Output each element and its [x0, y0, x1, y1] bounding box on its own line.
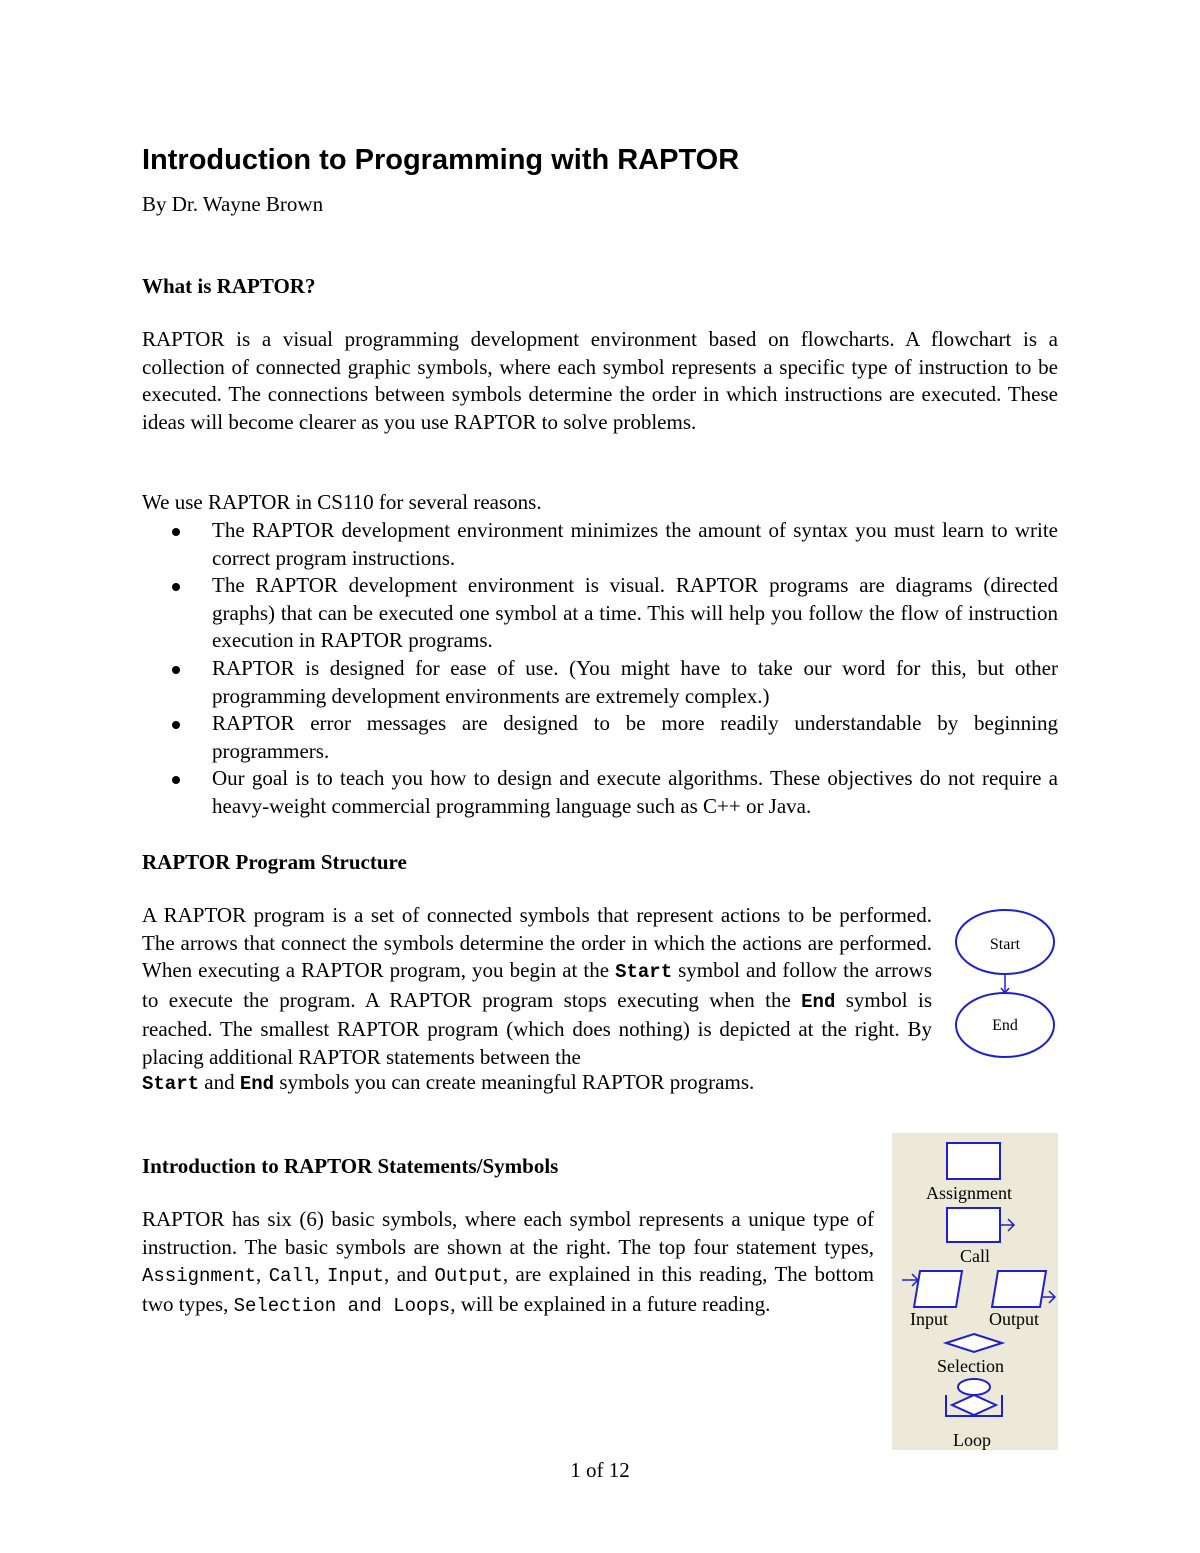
paragraph-program-structure-cont: Start and End symbols you can create meaningful RAPTOR programs. — [142, 1070, 755, 1095]
minimal-program-diagram — [950, 904, 1060, 1064]
loop-diamond-icon[interactable] — [952, 1395, 996, 1415]
loop-oval-icon[interactable] — [958, 1379, 990, 1395]
section-heading-what-is-raptor: What is RAPTOR? — [142, 274, 316, 298]
paragraph-what-is-raptor: RAPTOR is a visual programming development environment based on flowcharts. A flowchart is a collection of connected graphic symbols, where each symbol represents a specific type of instruction to be executed. The connections between symbols determine the order in which instructions are executed. These ideas will become clearer as you use RAPTOR to solve problems. — [142, 327, 1058, 434]
bullet-icon — [172, 721, 180, 729]
paragraph-statements: RAPTOR has six (6) basic symbols, where each symbol represents a unique type of instruction. The basic symbols are shown at the right. The top four statement types, Assignment, Call, Input, and Output, are explained in this reading, The bottom two types, Selection and Loops, will be explained in a future reading. — [142, 1207, 875, 1317]
section-heading-program-structure: RAPTOR Program Structure — [142, 850, 407, 874]
code-assignment: Assignment — [142, 1265, 257, 1287]
bullet-icon — [172, 583, 180, 591]
output-label: Output — [989, 1309, 1040, 1329]
list-item: RAPTOR is designed for ease of use. (You might have to take our word for this, but other programming development environments are extremely complex.) — [142, 655, 1058, 710]
code-output: Output — [434, 1265, 503, 1287]
code-input: Input — [327, 1265, 385, 1287]
list-item: RAPTOR error messages are designed to be more readily understandable by beginning programmers. — [142, 710, 1058, 765]
list-item: The RAPTOR development environment is visual. RAPTOR programs are diagrams (directed graphs) that can be executed one symbol at a time. This will help you follow the flow of instruction execution in RAPTOR programs. — [142, 572, 1058, 655]
output-symbol-icon[interactable] — [992, 1271, 1046, 1307]
assignment-symbol-icon[interactable] — [947, 1143, 1000, 1179]
page-title: Introduction to Programming with RAPTOR — [142, 144, 740, 176]
code-end: End — [801, 990, 836, 1013]
section-heading-statements: Introduction to RAPTOR Statements/Symbols — [142, 1154, 559, 1178]
call-symbol-icon[interactable] — [947, 1208, 1000, 1242]
end-oval-label: End — [992, 1017, 1018, 1034]
bullet-icon — [172, 666, 180, 674]
input-label: Input — [910, 1309, 948, 1329]
page-number: 1 of 12 — [570, 1458, 630, 1482]
code-end: End — [239, 1073, 275, 1095]
bullet-icon — [172, 776, 180, 784]
selection-symbol-icon[interactable] — [946, 1334, 1002, 1352]
paragraph-reasons-intro: We use RAPTOR in CS110 for several reasons. — [142, 490, 542, 514]
bullet-icon — [172, 528, 180, 536]
loop-label: Loop — [953, 1430, 991, 1450]
code-call: Call — [268, 1265, 315, 1287]
start-oval-label: Start — [989, 936, 1021, 953]
code-selection-loops: Selection and Loops — [233, 1294, 451, 1317]
input-symbol-icon[interactable] — [914, 1271, 962, 1307]
symbols-panel — [892, 1133, 1058, 1450]
selection-label: Selection — [937, 1356, 1004, 1376]
list-item: Our goal is to teach you how to design and execute algorithms. These objectives do not require a heavy-weight commercial programming language such as C++ or Java. — [142, 765, 1058, 820]
list-item: The RAPTOR development environment minimizes the amount of syntax you must learn to write correct program instructions. — [142, 517, 1058, 572]
paragraph-program-structure: A RAPTOR program is a set of connected symbols that represent actions to be performed. The arrows that connect the symbols determine the order in which the actions are performed. When executing a RAPTOR program, you begin at the Start symbol and follow the arrows to execute the program. A RAPTOR program stops executing when the End symbol is reached. The smallest RAPTOR program (which does nothing) is depicted at the right. By placing additional RAPTOR statements between the — [142, 903, 932, 1069]
assignment-label: Assignment — [926, 1183, 1013, 1203]
code-start: Start — [615, 961, 673, 983]
author-line: By Dr. Wayne Brown — [142, 192, 324, 216]
reasons-list — [142, 517, 1058, 821]
code-start: Start — [142, 1073, 200, 1095]
call-label: Call — [960, 1246, 990, 1266]
